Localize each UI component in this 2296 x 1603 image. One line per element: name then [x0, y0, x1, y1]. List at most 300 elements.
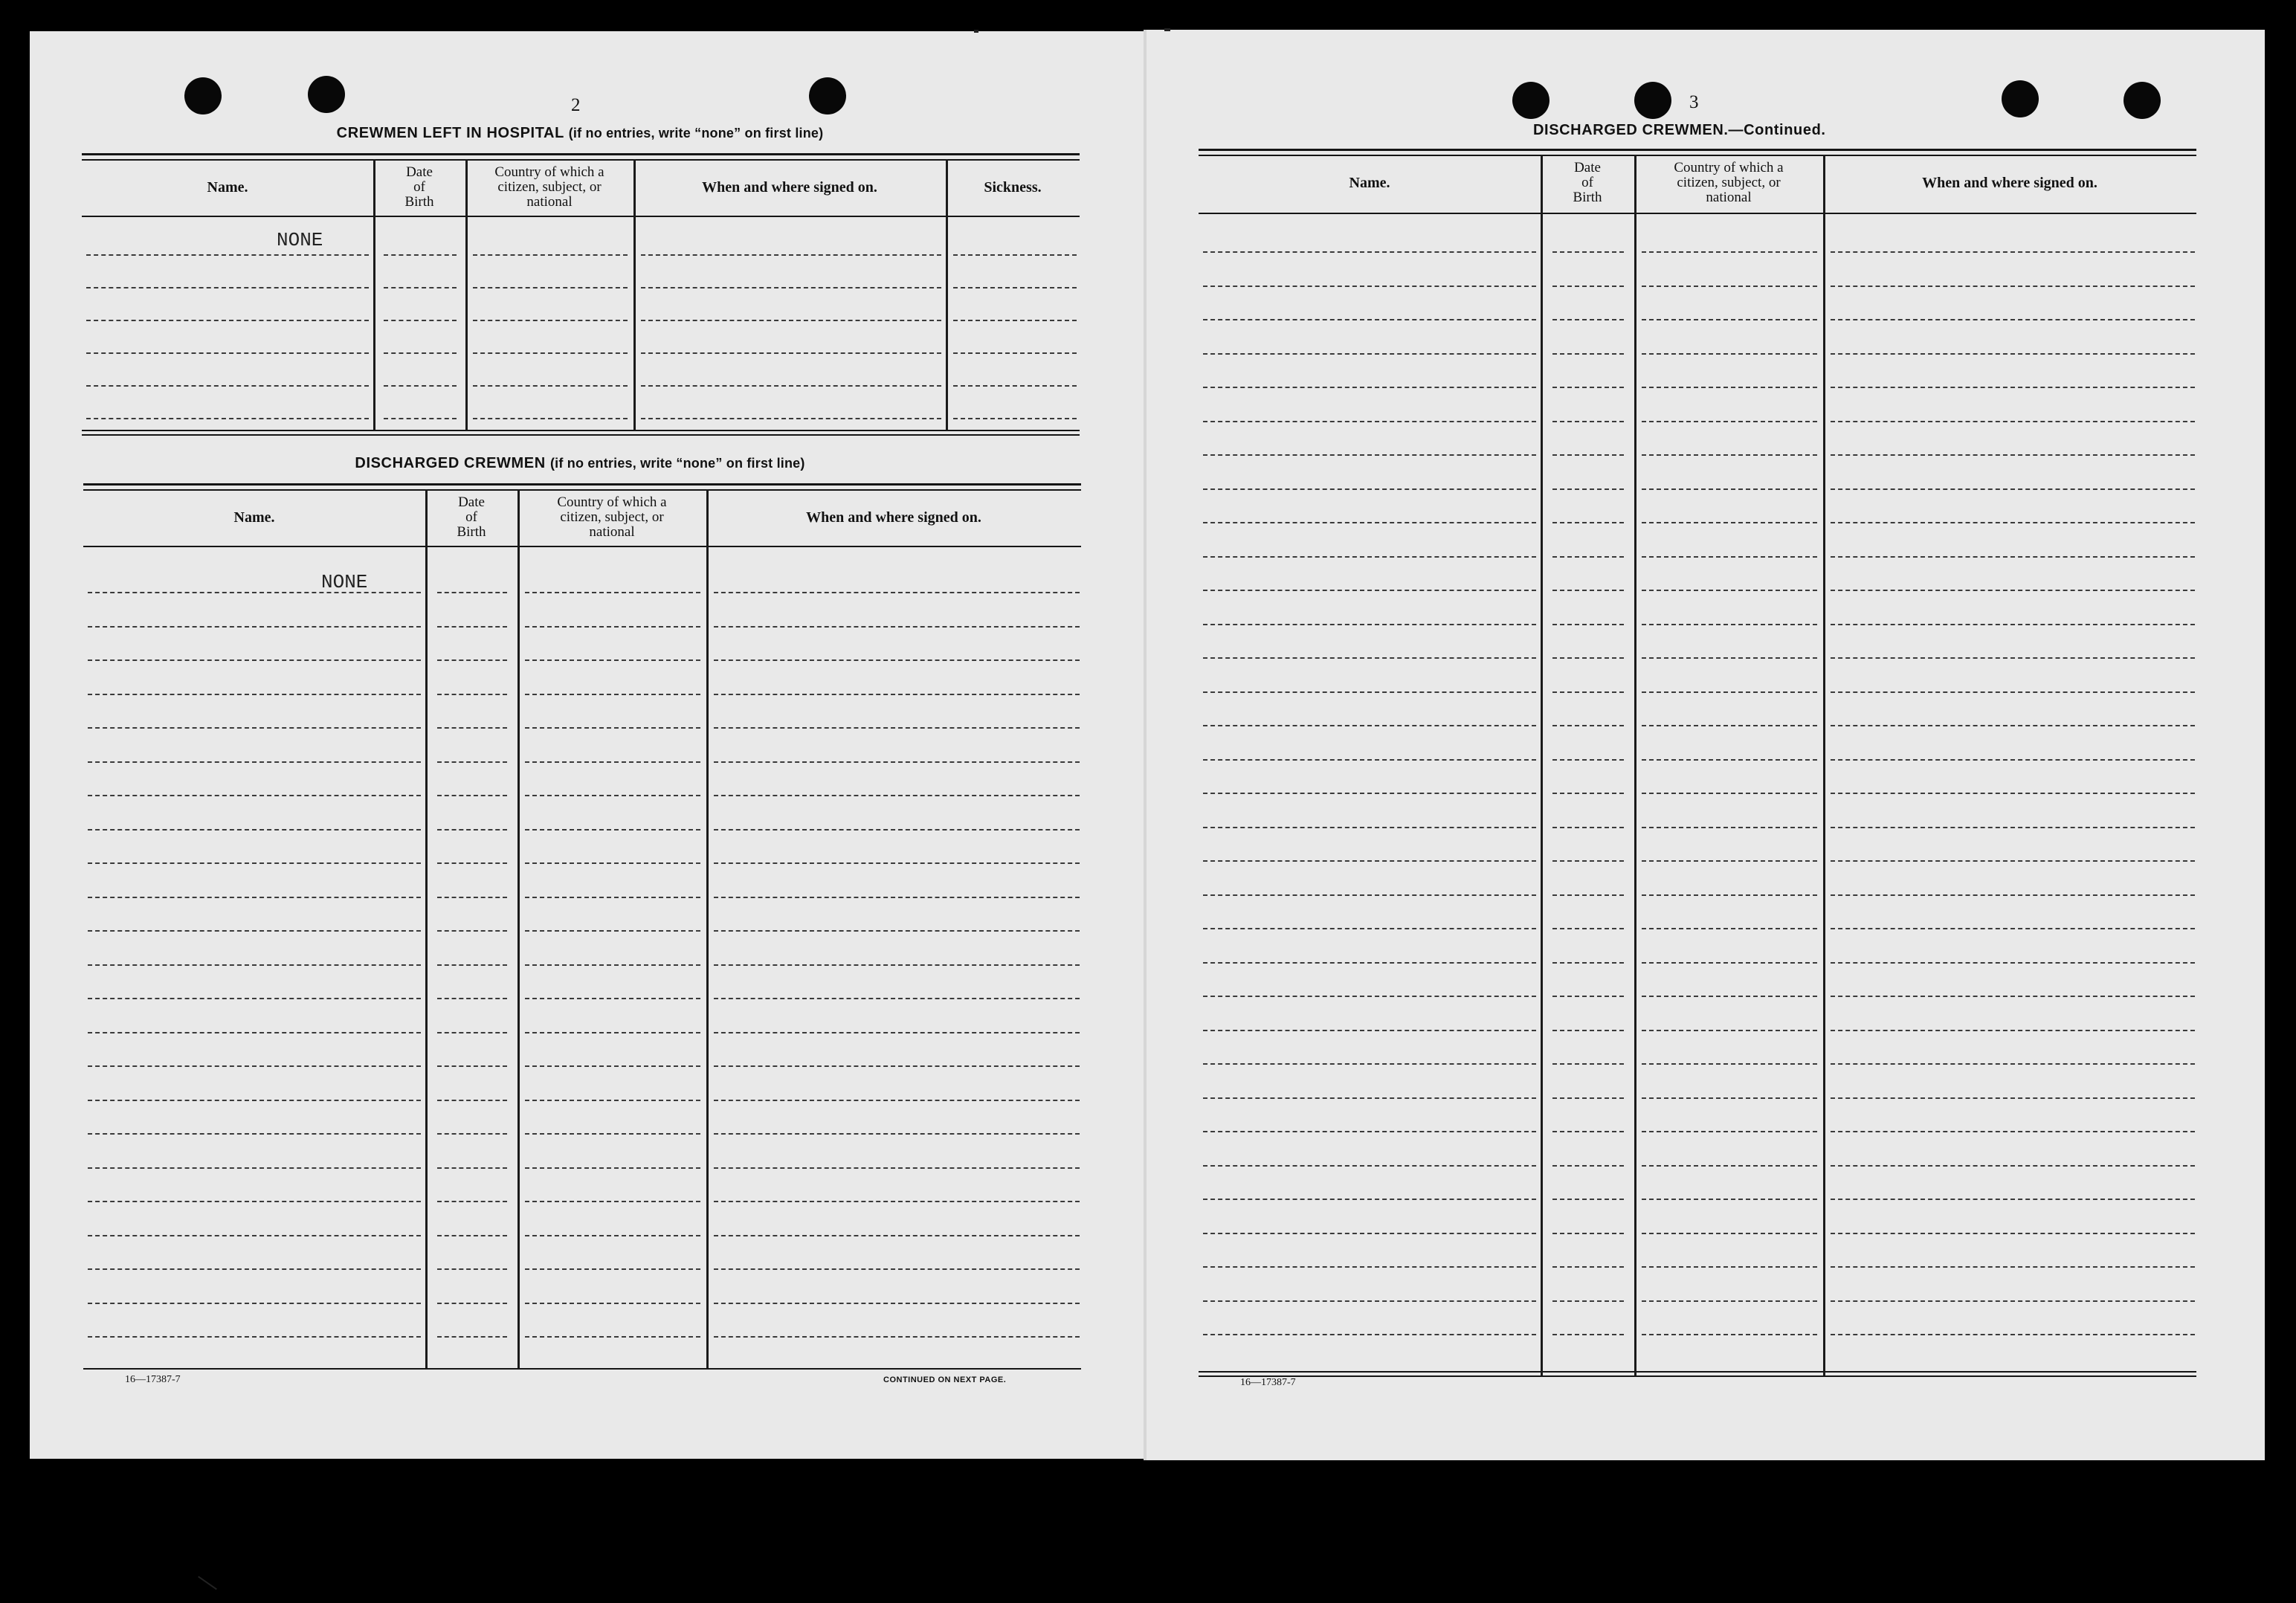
- scan-speck: [974, 30, 978, 33]
- dotted-row-line: [88, 964, 421, 966]
- dotted-row-line: [88, 592, 421, 593]
- dotted-row-line: [953, 418, 1077, 419]
- dotted-row-line: [1552, 962, 1624, 964]
- dotted-row-line: [86, 352, 369, 354]
- dotted-row-line: [88, 694, 421, 695]
- dotted-row-line: [437, 795, 507, 796]
- continued-note: CONTINUED ON NEXT PAGE.: [883, 1375, 1007, 1384]
- dotted-row-line: [1831, 793, 2195, 794]
- dotted-row-line: [1642, 962, 1817, 964]
- dotted-row-line: [1642, 421, 1817, 422]
- dotted-row-line: [1831, 1233, 2195, 1234]
- dotted-row-line: [1642, 1030, 1817, 1031]
- dotted-row-line: [1642, 1300, 1817, 1302]
- dotted-row-line: [641, 352, 941, 354]
- dotted-row-line: [953, 287, 1077, 288]
- dotted-row-line: [641, 418, 941, 419]
- dotted-row-line: [437, 829, 507, 830]
- dotted-row-line: [714, 930, 1080, 932]
- table-bottom-rule: [83, 1368, 1081, 1370]
- dotted-row-line: [525, 1201, 700, 1202]
- col-country: Country of which a citizen, subject, or national: [1674, 160, 1784, 205]
- dotted-row-line: [88, 761, 421, 763]
- scan-speck: [198, 1576, 217, 1590]
- dotted-row-line: [1552, 1030, 1624, 1031]
- table-top-rule: [83, 483, 1081, 486]
- dotted-row-line: [1203, 996, 1536, 997]
- dotted-row-line: [1642, 725, 1817, 726]
- dotted-row-line: [525, 761, 700, 763]
- dotted-row-line: [437, 897, 507, 898]
- col-dob: Date of Birth: [1573, 160, 1602, 205]
- dotted-row-line: [1203, 421, 1536, 422]
- dotted-row-line: [1552, 827, 1624, 828]
- dotted-row-line: [88, 1235, 421, 1236]
- dotted-row-line: [1642, 590, 1817, 591]
- dotted-row-line: [1552, 251, 1624, 253]
- dotted-row-line: [1831, 1165, 2195, 1167]
- col-country: Country of which a citizen, subject, or national: [494, 164, 604, 210]
- dotted-row-line: [1831, 522, 2195, 523]
- dotted-row-line: [1552, 1334, 1624, 1335]
- dotted-row-line: [437, 862, 507, 864]
- table-bottom-rule: [82, 430, 1080, 431]
- dotted-row-line: [88, 1167, 421, 1169]
- dotted-row-line: [714, 1100, 1080, 1101]
- dotted-row-line: [525, 795, 700, 796]
- dotted-row-line: [1831, 251, 2195, 253]
- dotted-row-line: [1552, 1131, 1624, 1132]
- hospital-title-text: CREWMEN LEFT IN HOSPITAL: [336, 125, 564, 141]
- dotted-row-line: [1831, 387, 2195, 388]
- dotted-row-line: [714, 862, 1080, 864]
- dotted-row-line: [641, 320, 941, 321]
- dotted-row-line: [437, 1201, 507, 1202]
- dotted-row-line: [1642, 894, 1817, 896]
- dotted-row-line: [473, 320, 628, 321]
- dotted-row-line: [384, 352, 457, 354]
- column-divider: [706, 489, 709, 1368]
- dotted-row-line: [1642, 860, 1817, 862]
- dotted-row-line: [384, 320, 457, 321]
- dotted-row-line: [1203, 759, 1536, 761]
- dotted-row-line: [1831, 860, 2195, 862]
- dotted-row-line: [714, 1065, 1080, 1067]
- dotted-row-line: [1552, 1063, 1624, 1065]
- dotted-row-line: [1552, 657, 1624, 659]
- dotted-row-line: [1552, 1300, 1624, 1302]
- table-bottom-rule: [1199, 1375, 2196, 1377]
- dotted-row-line: [437, 1235, 507, 1236]
- dotted-row-line: [1642, 1266, 1817, 1268]
- dotted-row-line: [1203, 319, 1536, 320]
- dotted-row-line: [1552, 488, 1624, 490]
- dotted-row-line: [953, 352, 1077, 354]
- punch-hole: [1634, 82, 1671, 119]
- dotted-row-line: [1831, 1199, 2195, 1200]
- dotted-row-line: [473, 254, 628, 256]
- dotted-row-line: [1831, 454, 2195, 456]
- dotted-row-line: [641, 385, 941, 387]
- col-name: Name.: [233, 509, 275, 526]
- column-divider: [425, 489, 428, 1368]
- dotted-row-line: [1642, 556, 1817, 558]
- dotted-row-line: [1642, 1199, 1817, 1200]
- dotted-row-line: [437, 998, 507, 999]
- hospital-title-note: (if no entries, write “none” on first line): [568, 126, 824, 141]
- scan-speck: [1164, 28, 1170, 31]
- dotted-row-line: [1642, 251, 1817, 253]
- dotted-row-line: [953, 385, 1077, 387]
- dotted-row-line: [437, 626, 507, 628]
- hospital-table: [82, 153, 1080, 436]
- dotted-row-line: [1831, 691, 2195, 693]
- table-top-rule: [1199, 155, 2196, 156]
- dotted-row-line: [1831, 1063, 2195, 1065]
- dotted-row-line: [714, 727, 1080, 729]
- dotted-row-line: [1552, 1233, 1624, 1234]
- dotted-row-line: [525, 964, 700, 966]
- dotted-row-line: [1552, 590, 1624, 591]
- dotted-row-line: [953, 320, 1077, 321]
- dotted-row-line: [437, 727, 507, 729]
- dotted-row-line: [1831, 1334, 2195, 1335]
- page-fold: [1144, 30, 1147, 1460]
- table-bottom-rule: [82, 434, 1080, 436]
- dotted-row-line: [1642, 1165, 1817, 1167]
- dotted-row-line: [88, 862, 421, 864]
- dotted-row-line: [1552, 624, 1624, 625]
- dotted-row-line: [525, 930, 700, 932]
- dotted-row-line: [1552, 556, 1624, 558]
- dotted-row-line: [86, 320, 369, 321]
- dotted-row-line: [525, 1133, 700, 1135]
- dotted-row-line: [714, 1268, 1080, 1270]
- dotted-row-line: [437, 930, 507, 932]
- dotted-row-line: [88, 897, 421, 898]
- dotted-row-line: [525, 1100, 700, 1101]
- dotted-row-line: [437, 1100, 507, 1101]
- dotted-row-line: [1203, 1030, 1536, 1031]
- dotted-row-line: [1203, 691, 1536, 693]
- dotted-row-line: [1203, 1300, 1536, 1302]
- dotted-row-line: [437, 1167, 507, 1169]
- dotted-row-line: [1642, 1334, 1817, 1335]
- dotted-row-line: [1831, 962, 2195, 964]
- dotted-row-line: [437, 1336, 507, 1338]
- dotted-row-line: [1203, 1233, 1536, 1234]
- dotted-row-line: [714, 795, 1080, 796]
- dotted-row-line: [525, 659, 700, 661]
- dotted-row-line: [1552, 793, 1624, 794]
- dotted-row-line: [437, 1268, 507, 1270]
- discharged-continued-table: [1199, 149, 2196, 1378]
- dotted-row-line: [384, 418, 457, 419]
- dotted-row-line: [525, 829, 700, 830]
- dotted-row-line: [714, 761, 1080, 763]
- dotted-row-line: [525, 1336, 700, 1338]
- dotted-row-line: [1552, 1266, 1624, 1268]
- header-rule: [82, 216, 1080, 217]
- dotted-row-line: [437, 761, 507, 763]
- dotted-row-line: [1642, 1233, 1817, 1234]
- dotted-row-line: [1552, 421, 1624, 422]
- col-sickness: Sickness.: [984, 179, 1042, 196]
- dotted-row-line: [1203, 1199, 1536, 1200]
- dotted-row-line: [88, 659, 421, 661]
- dotted-row-line: [1203, 251, 1536, 253]
- punch-hole: [308, 76, 345, 113]
- dotted-row-line: [525, 727, 700, 729]
- dotted-row-line: [88, 626, 421, 628]
- dotted-row-line: [1203, 590, 1536, 591]
- dotted-row-line: [437, 1032, 507, 1033]
- discharged-title-text: DISCHARGED CREWMEN: [355, 455, 546, 471]
- dotted-row-line: [525, 1268, 700, 1270]
- dotted-row-line: [1831, 353, 2195, 355]
- dotted-row-line: [714, 1336, 1080, 1338]
- dotted-row-line: [714, 1303, 1080, 1304]
- dotted-row-line: [1203, 488, 1536, 490]
- dotted-row-line: [714, 964, 1080, 966]
- col-dob: Date of Birth: [404, 164, 434, 210]
- dotted-row-line: [88, 1032, 421, 1033]
- page-number: 2: [571, 95, 581, 115]
- dotted-row-line: [88, 1268, 421, 1270]
- dotted-row-line: [714, 829, 1080, 830]
- discharged-table: [83, 483, 1081, 1373]
- dotted-row-line: [88, 727, 421, 729]
- dotted-row-line: [437, 592, 507, 593]
- dotted-row-line: [437, 1065, 507, 1067]
- dotted-row-line: [1642, 1063, 1817, 1065]
- dotted-row-line: [1552, 387, 1624, 388]
- dotted-row-line: [1552, 860, 1624, 862]
- dotted-row-line: [1831, 894, 2195, 896]
- dotted-row-line: [1831, 1266, 2195, 1268]
- dotted-row-line: [1552, 286, 1624, 287]
- dotted-row-line: [1831, 488, 2195, 490]
- entry-none: NONE: [321, 571, 368, 593]
- dotted-row-line: [525, 1303, 700, 1304]
- dotted-row-line: [1552, 319, 1624, 320]
- col-signed: When and where signed on.: [702, 179, 877, 196]
- dotted-row-line: [88, 1303, 421, 1304]
- dotted-row-line: [1552, 1165, 1624, 1167]
- dotted-row-line: [1203, 286, 1536, 287]
- dotted-row-line: [437, 1303, 507, 1304]
- dotted-row-line: [1552, 454, 1624, 456]
- dotted-row-line: [384, 385, 457, 387]
- dotted-row-line: [641, 254, 941, 256]
- dotted-row-line: [714, 659, 1080, 661]
- dotted-row-line: [714, 592, 1080, 593]
- dotted-row-line: [1203, 1334, 1536, 1335]
- dotted-row-line: [714, 694, 1080, 695]
- dotted-row-line: [525, 862, 700, 864]
- dotted-row-line: [1831, 657, 2195, 659]
- col-country: Country of which a citizen, subject, or national: [557, 494, 667, 540]
- dotted-row-line: [1203, 387, 1536, 388]
- dotted-row-line: [1642, 353, 1817, 355]
- dotted-row-line: [1552, 353, 1624, 355]
- dotted-row-line: [473, 418, 628, 419]
- dotted-row-line: [1552, 894, 1624, 896]
- dotted-row-line: [1203, 1131, 1536, 1132]
- dotted-row-line: [1203, 522, 1536, 523]
- dotted-row-line: [1831, 1097, 2195, 1099]
- dotted-row-line: [1642, 759, 1817, 761]
- dotted-row-line: [1831, 1131, 2195, 1132]
- header-rule: [1199, 213, 2196, 214]
- dotted-row-line: [714, 1133, 1080, 1135]
- dotted-row-line: [1642, 793, 1817, 794]
- dotted-row-line: [525, 1235, 700, 1236]
- column-divider: [1823, 155, 1825, 1375]
- column-divider: [1634, 155, 1636, 1375]
- dotted-row-line: [1642, 624, 1817, 625]
- dotted-row-line: [88, 1201, 421, 1202]
- dotted-row-line: [1203, 962, 1536, 964]
- dotted-row-line: [1203, 454, 1536, 456]
- dotted-row-line: [953, 254, 1077, 256]
- column-divider: [517, 489, 520, 1368]
- dotted-row-line: [88, 1133, 421, 1135]
- dotted-row-line: [88, 1100, 421, 1101]
- discharged-title-note: (if no entries, write “none” on first line): [549, 456, 805, 471]
- dotted-row-line: [1642, 387, 1817, 388]
- dotted-row-line: [88, 829, 421, 830]
- dotted-row-line: [1831, 827, 2195, 828]
- dotted-row-line: [1552, 759, 1624, 761]
- table-top-rule: [1199, 149, 2196, 151]
- col-name: Name.: [1349, 175, 1390, 191]
- dotted-row-line: [1642, 1131, 1817, 1132]
- dotted-row-line: [1203, 657, 1536, 659]
- dotted-row-line: [1552, 1199, 1624, 1200]
- dotted-row-line: [1552, 1097, 1624, 1099]
- column-divider: [633, 159, 636, 430]
- dotted-row-line: [1831, 624, 2195, 625]
- punch-hole: [809, 77, 846, 115]
- dotted-row-line: [88, 1065, 421, 1067]
- punch-hole: [2124, 82, 2161, 119]
- table-top-rule: [82, 153, 1080, 155]
- header-rule: [83, 546, 1081, 547]
- dotted-row-line: [525, 592, 700, 593]
- dotted-row-line: [714, 1235, 1080, 1236]
- dotted-row-line: [1203, 725, 1536, 726]
- dotted-row-line: [88, 998, 421, 999]
- dotted-row-line: [1642, 522, 1817, 523]
- dotted-row-line: [86, 385, 369, 387]
- dotted-row-line: [1203, 928, 1536, 929]
- col-name: Name.: [207, 179, 248, 196]
- hospital-title: [82, 125, 1078, 142]
- dotted-row-line: [1642, 928, 1817, 929]
- table-bottom-rule: [1199, 1371, 2196, 1373]
- dotted-row-line: [1831, 1300, 2195, 1302]
- dotted-row-line: [714, 1032, 1080, 1033]
- dotted-row-line: [384, 254, 457, 256]
- dotted-row-line: [1831, 286, 2195, 287]
- dotted-row-line: [714, 897, 1080, 898]
- dotted-row-line: [1552, 725, 1624, 726]
- dotted-row-line: [714, 998, 1080, 999]
- table-top-rule: [82, 159, 1080, 161]
- dotted-row-line: [1203, 894, 1536, 896]
- dotted-row-line: [437, 964, 507, 966]
- dotted-row-line: [641, 287, 941, 288]
- entry-none: NONE: [277, 229, 323, 251]
- dotted-row-line: [1831, 421, 2195, 422]
- table-top-rule: [83, 489, 1081, 491]
- form-number: 16—17387-7: [125, 1374, 181, 1385]
- dotted-row-line: [714, 626, 1080, 628]
- dotted-row-line: [86, 254, 369, 256]
- punch-hole: [184, 77, 222, 115]
- dotted-row-line: [1642, 996, 1817, 997]
- dotted-row-line: [384, 287, 457, 288]
- dotted-row-line: [88, 795, 421, 796]
- dotted-row-line: [525, 998, 700, 999]
- dotted-row-line: [86, 418, 369, 419]
- dotted-row-line: [1831, 590, 2195, 591]
- column-divider: [946, 159, 948, 430]
- dotted-row-line: [437, 694, 507, 695]
- dotted-row-line: [714, 1201, 1080, 1202]
- dotted-row-line: [1642, 657, 1817, 659]
- dotted-row-line: [1831, 996, 2195, 997]
- col-dob: Date of Birth: [457, 494, 486, 540]
- dotted-row-line: [437, 659, 507, 661]
- dotted-row-line: [1203, 827, 1536, 828]
- dotted-row-line: [1642, 454, 1817, 456]
- right-title: DISCHARGED CREWMEN.—Continued.: [1533, 122, 1826, 138]
- dotted-row-line: [86, 287, 369, 288]
- dotted-row-line: [1831, 759, 2195, 761]
- dotted-row-line: [1203, 1165, 1536, 1167]
- dotted-row-line: [1642, 1097, 1817, 1099]
- dotted-row-line: [1642, 286, 1817, 287]
- dotted-row-line: [525, 1065, 700, 1067]
- dotted-row-line: [1642, 488, 1817, 490]
- dotted-row-line: [1642, 827, 1817, 828]
- dotted-row-line: [525, 1167, 700, 1169]
- dotted-row-line: [88, 1336, 421, 1338]
- dotted-row-line: [1203, 624, 1536, 625]
- col-signed: When and where signed on.: [1922, 175, 2097, 191]
- dotted-row-line: [88, 930, 421, 932]
- dotted-row-line: [1831, 1030, 2195, 1031]
- dotted-row-line: [473, 287, 628, 288]
- dotted-row-line: [1642, 691, 1817, 693]
- dotted-row-line: [1831, 556, 2195, 558]
- dotted-row-line: [525, 1032, 700, 1033]
- dotted-row-line: [1203, 353, 1536, 355]
- dotted-row-line: [525, 626, 700, 628]
- dotted-row-line: [473, 385, 628, 387]
- col-signed: When and where signed on.: [806, 509, 981, 526]
- form-number: 16—17387-7: [1240, 1377, 1296, 1388]
- dotted-row-line: [1552, 522, 1624, 523]
- dotted-row-line: [1552, 928, 1624, 929]
- dotted-row-line: [525, 897, 700, 898]
- dotted-row-line: [1203, 860, 1536, 862]
- dotted-row-line: [1203, 1063, 1536, 1065]
- dotted-row-line: [1203, 793, 1536, 794]
- dotted-row-line: [525, 694, 700, 695]
